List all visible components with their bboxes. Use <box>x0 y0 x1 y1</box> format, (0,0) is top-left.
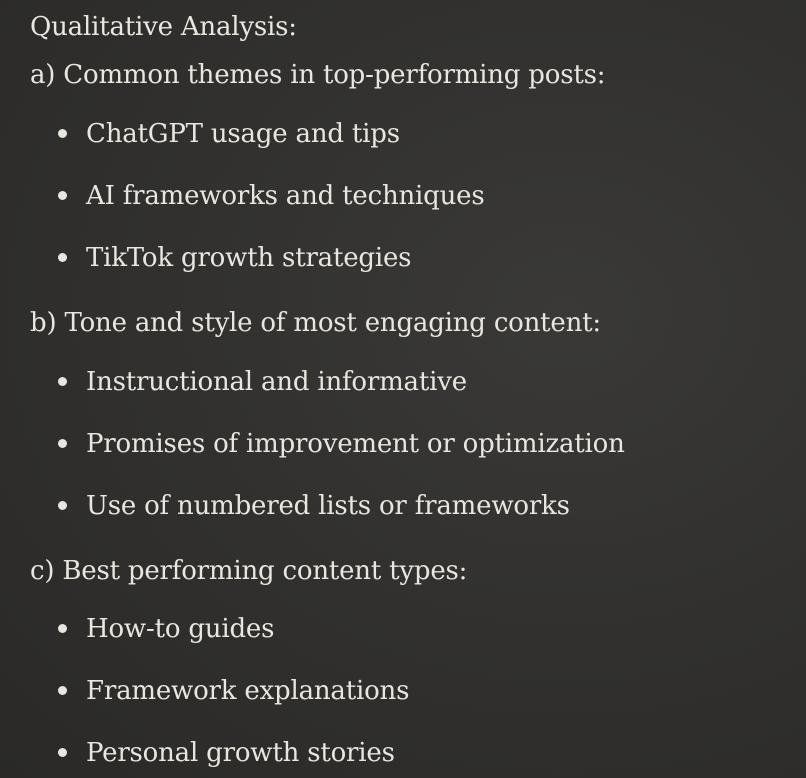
list-item-text: AI frameworks and techniques <box>86 181 485 211</box>
section-heading-c: c) Best performing content types: <box>30 556 468 586</box>
bullet-icon <box>58 624 67 633</box>
list-item <box>58 674 409 708</box>
list-item-text: Use of numbered lists or frameworks <box>86 491 570 521</box>
bullet-icon <box>58 191 67 200</box>
bullet-icon <box>58 501 67 510</box>
list-item-text: Instructional and informative <box>86 367 467 397</box>
list-item-text: ChatGPT usage and tips <box>86 119 400 149</box>
section-heading-a: a) Common themes in top-performing posts: <box>30 60 606 90</box>
list-item <box>58 241 411 275</box>
list-item <box>58 117 400 151</box>
list-item-text: TikTok growth strategies <box>86 243 412 273</box>
list-item <box>58 365 467 399</box>
list-item <box>58 489 570 523</box>
section-heading-b: b) Tone and style of most engaging content: <box>30 308 601 338</box>
page-title: Qualitative Analysis: <box>30 12 297 42</box>
list-item <box>58 427 625 461</box>
list-item-text: Framework explanations <box>86 676 410 706</box>
bullet-icon <box>58 377 67 386</box>
bullet-icon <box>58 439 67 448</box>
bullet-icon <box>58 129 67 138</box>
list-item <box>58 612 274 646</box>
list-item-text: Personal growth stories <box>86 738 395 768</box>
list-item-text: How-to guides <box>86 614 275 644</box>
bullet-icon <box>58 253 67 262</box>
list-item <box>58 736 395 770</box>
bullet-icon <box>58 686 67 695</box>
bullet-icon <box>58 748 67 757</box>
list-item-text: Promises of improvement or optimization <box>86 429 625 459</box>
list-item <box>58 179 484 213</box>
